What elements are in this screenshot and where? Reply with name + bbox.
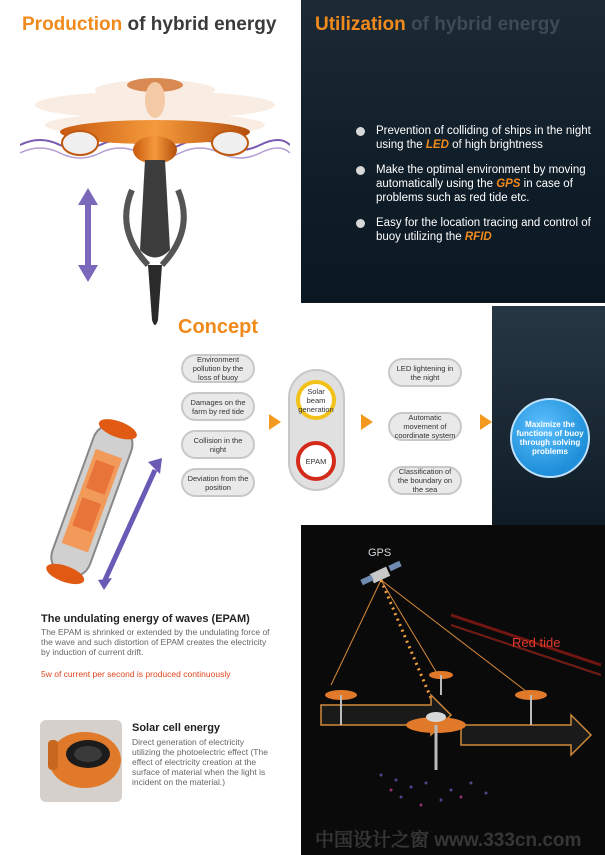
solar-beam-ring: Solar beam generation xyxy=(296,380,336,420)
solar-title: Solar cell energy xyxy=(132,722,221,734)
red-tide-label: Red tide xyxy=(512,635,561,650)
production-title: Production of hybrid energy xyxy=(22,14,277,35)
epam-tube-illustration xyxy=(30,410,180,590)
function-pill: LED lightening in the night xyxy=(388,358,462,387)
function-pill: Automatic movement of coordinate system xyxy=(388,412,462,441)
solar-description: Direct generation of electricity utilizing the photoelectric effect (The effect of electricity creation at the surface of material when the light is incident on the material.) xyxy=(132,737,268,787)
gps-label: GPS xyxy=(368,547,392,559)
concept-title: Concept xyxy=(178,316,258,338)
epam-title: The undulating energy of waves (EPAM) xyxy=(41,613,250,625)
arrow-right-icon xyxy=(269,414,281,430)
problem-pill: Damages on the farm by red tide xyxy=(181,392,255,421)
watermark: 中国设计之窗 www.333cn.com xyxy=(315,830,582,851)
solar-cell-illustration xyxy=(40,720,122,802)
epam-note: 5w of current per second is produced continuously xyxy=(41,669,231,679)
epam-ring: EPAM xyxy=(296,441,336,481)
function-pill: Classification of the boundary on the sea xyxy=(388,466,462,495)
utilization-item: Prevention of colliding of ships in the night using the LED of high brightness xyxy=(356,124,596,152)
utilization-item: Make the optimal environment by moving automatically using the GPS in case of problems such as red tide etc. xyxy=(356,163,596,205)
utilization-title: Utilization of hybrid energy xyxy=(315,14,560,35)
arrow-right-icon xyxy=(361,414,373,430)
utilization-list xyxy=(356,124,596,255)
problem-pill: Collision in the night xyxy=(181,430,255,459)
problem-pill: Deviation from the position xyxy=(181,468,255,497)
arrow-right-icon xyxy=(480,414,492,430)
buoy-illustration xyxy=(20,50,290,350)
gps-buoy-illustration xyxy=(301,525,605,825)
problem-pill: Environment pollution by the loss of buoy xyxy=(181,354,255,383)
utilization-item: Easy for the location tracing and control of buoy utilizing the RFID xyxy=(356,216,596,244)
result-circle: Maximize the functions of buoy through solving problems xyxy=(510,398,590,478)
epam-description: The EPAM is shrinked or extended by the undulating force of the wave and such distortion of EPAM creates the electricity by induction of current drift. xyxy=(41,627,270,657)
